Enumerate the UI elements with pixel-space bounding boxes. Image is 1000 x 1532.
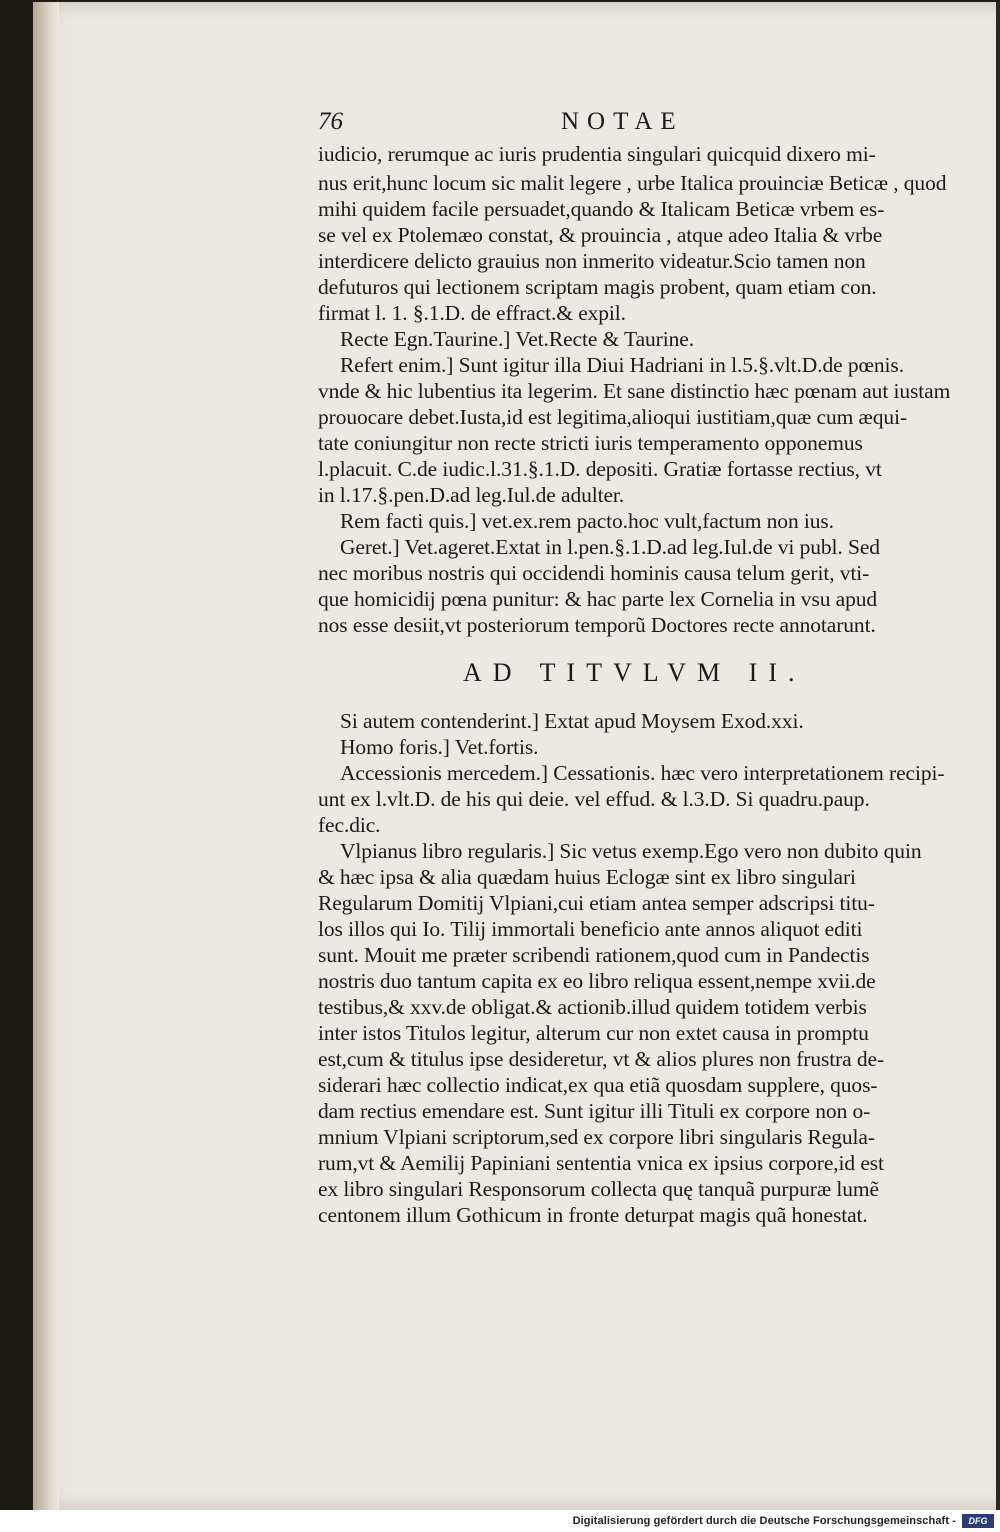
text-line: sunt. Mouit me præter scribendi rationem,quod cum in Pandectis bbox=[318, 943, 870, 967]
text-line: mihi quidem facile persuadet,quando & Italicam Beticæ vrbem es- bbox=[318, 197, 885, 221]
text-line: fec.dic. bbox=[318, 813, 381, 837]
page-edge bbox=[996, 2, 1000, 1510]
text-line: dam rectius emendare est. Sunt igitur illi Tituli ex corpore non o- bbox=[318, 1099, 871, 1123]
text-line: Vlpianus libro regularis.] Sic vetus exemp.Ego vero non dubito quin bbox=[340, 839, 922, 863]
page-gutter bbox=[33, 2, 59, 1510]
text-line: vnde & hic lubentius ita legerim. Et sane distinctio hæc pœnam aut iustam bbox=[318, 379, 951, 403]
text-line: interdicere delicto grauius non inmerito videatur.Scio tamen non bbox=[318, 249, 866, 273]
text-line: rum,vt & Aemilij Papiniani sententia vnica ex ipsius corpore,id est bbox=[318, 1151, 884, 1175]
dfg-logo-icon: DFG bbox=[962, 1514, 994, 1528]
text-line: Refert enim.] Sunt igitur illa Diui Hadriani in l.5.§.vlt.D.de pœnis. bbox=[340, 353, 904, 377]
text-line: que homicidij pœna punitur: & hac parte lex Cornelia in vsu apud bbox=[318, 587, 878, 611]
text-line: nus erit,hunc locum sic malit legere , urbe Italica prouinciæ Beticæ , quod bbox=[318, 171, 947, 195]
text-line: Regularum Domitij Vlpiani,cui etiam antea semper adscripsi titu- bbox=[318, 891, 875, 915]
text-line: firmat l. 1. §.1.D. de effract.& expil. bbox=[318, 301, 626, 325]
page-header bbox=[318, 108, 958, 142]
text-line: & hæc ipsa & alia quædam huius Eclogæ sint ex libro singulari bbox=[318, 865, 856, 889]
text-line: nos esse desiit,vt posteriorum temporũ Doctores recte annotarunt. bbox=[318, 613, 876, 637]
text-line: tate coniungitur non recte stricti iuris temperamento opponemus bbox=[318, 431, 863, 455]
text-line: Accessionis mercedem.] Cessationis. hæc vero interpretationem recipi- bbox=[340, 761, 945, 785]
text-line: iudicio, rerumque ac iuris prudentia singulari quicquid dixero mi- bbox=[318, 142, 876, 166]
text-line: Rem facti quis.] vet.ex.rem pacto.hoc vult,factum non ius. bbox=[340, 509, 834, 533]
page-number: 76 bbox=[318, 108, 343, 135]
text-line: Geret.] Vet.ageret.Extat in l.pen.§.1.D.ad leg.Iul.de vi publ. Sed bbox=[340, 535, 880, 559]
text-line: prouocare debet.Iusta,id est legitima,alioqui iustitiam,quæ cum æqui- bbox=[318, 405, 908, 429]
text-line: siderari hæc collectio indicat,ex qua etiã quosdam supplere, quos- bbox=[318, 1073, 878, 1097]
text-line: inter istos Titulos legitur, alterum cur non extet causa in promptu bbox=[318, 1021, 869, 1045]
text-line: unt ex l.vlt.D. de his qui deie. vel effud. & l.3.D. Si quadru.paup. bbox=[318, 787, 870, 811]
running-head: NOTAE bbox=[561, 108, 684, 135]
footer-credit: Digitalisierung gefördert durch die Deutsche Forschungsgemeinschaft - bbox=[572, 1515, 956, 1527]
text-line: Si autem contenderint.] Extat apud Moysem Exod.xxi. bbox=[340, 709, 804, 733]
text-line: Recte Egn.Taurine.] Vet.Recte & Taurine. bbox=[340, 327, 694, 351]
section-heading: AD TITVLVM II. bbox=[463, 658, 806, 687]
text-line: in l.17.§.pen.D.ad leg.Iul.de adulter. bbox=[318, 483, 625, 507]
text-line: mnium Vlpiani scriptorum,sed ex corpore libri singularis Regula- bbox=[318, 1125, 875, 1149]
text-line: est,cum & titulus ipse desideretur, vt & alios plures non frustra de- bbox=[318, 1047, 885, 1071]
text-line: Homo foris.] Vet.fortis. bbox=[340, 735, 539, 759]
text-line: l.placuit. C.de iudic.l.31.§.1.D. depositi. Gratiæ fortasse rectius, vt bbox=[318, 457, 882, 481]
text-line: nostris duo tantum capita ex eo libro reliqua essent,nempe xvii.de bbox=[318, 969, 876, 993]
text-line: centonem illum Gothicum in fronte deturpat magis quã honestat. bbox=[318, 1203, 868, 1227]
text-line: se vel ex Ptolemæo constat, & prouincia , atque adeo Italia & vrbe bbox=[318, 223, 883, 247]
digitization-footer bbox=[0, 1510, 1000, 1532]
text-line: defuturos qui lectionem scriptam magis probent, quam etiam con. bbox=[318, 275, 877, 299]
text-line: nec moribus nostris qui occidendi hominis causa telum gerit, vti- bbox=[318, 561, 870, 585]
text-line: testibus,& xxv.de obligat.& actionib.illud quidem totidem verbis bbox=[318, 995, 867, 1019]
text-line: ex libro singulari Responsorum collecta quę tanquã purpuræ lumẽ bbox=[318, 1177, 879, 1201]
text-line: los illos qui Io. Tilij immortali beneficio ante annos aliquot editi bbox=[318, 917, 863, 941]
